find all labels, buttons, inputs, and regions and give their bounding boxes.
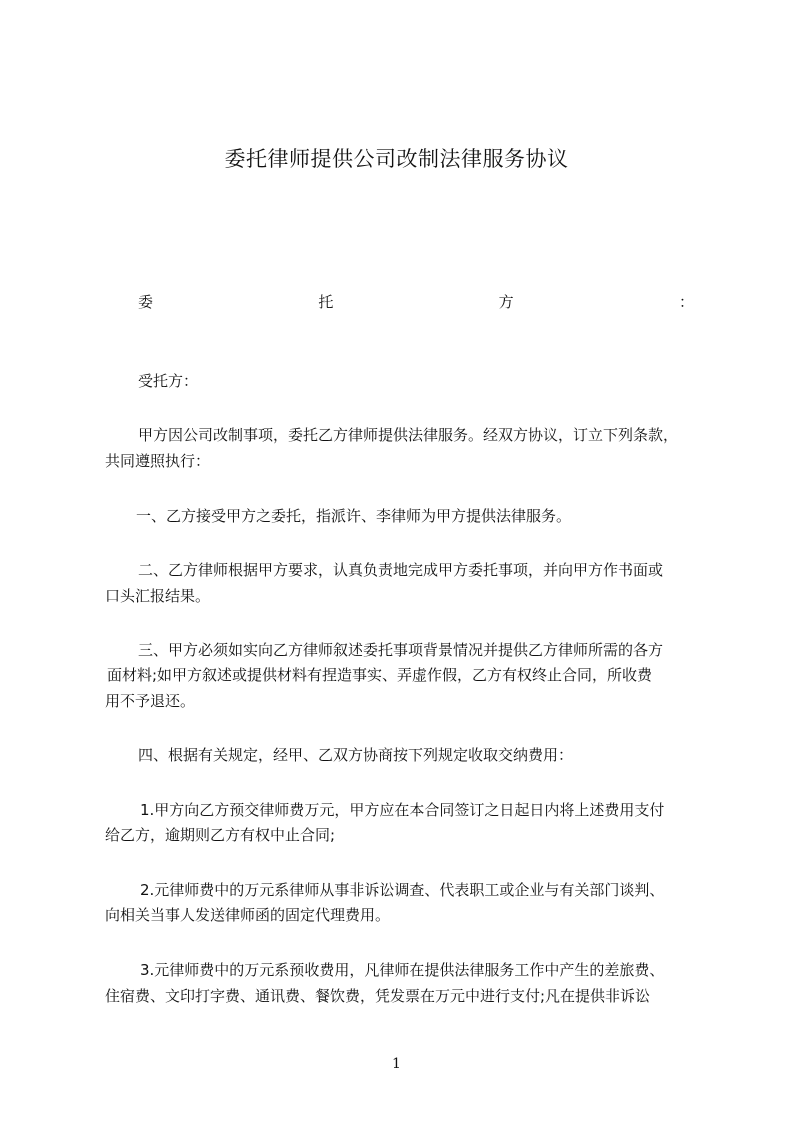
intro-paragraph-line: 共同遵照执行： bbox=[105, 452, 211, 470]
intro-paragraph-line: 甲方因公司改制事项，委托乙方律师提供法律服务。经双方协议，订立下列条款， bbox=[138, 426, 679, 444]
fee-item-1-line: 1.甲方向乙方预交律师费万元，甲方应在本合同签订之日起日内将上述费用支付 bbox=[140, 801, 665, 819]
fee-item-2-line: 2.元律师费中的万元系律师从事非诉讼调查、代表职工或企业与有关部门谈判、 bbox=[140, 881, 665, 899]
clause-2-line: 口头汇报结果。 bbox=[105, 587, 211, 605]
clause-2-line: 二、乙方律师根据甲方要求，认真负责地完成甲方委托事项，并向甲方作书面或 bbox=[138, 561, 664, 579]
page-number: 1 bbox=[392, 1056, 401, 1072]
fee-item-2-line: 向相关当事人发送律师函的固定代理费用。 bbox=[105, 906, 391, 924]
clause-1: 一、乙方接受甲方之委托，指派许、李律师为甲方提供法律服务。 bbox=[136, 507, 572, 525]
trustee-label: 受托方： bbox=[138, 372, 199, 390]
clause-3-line: 三、甲方必须如实向乙方律师叙述委托事项背景情况并提供乙方律师所需的各方 bbox=[138, 641, 664, 659]
clause-4: 四、根据有关规定，经甲、乙双方协商按下列规定收取交纳费用： bbox=[138, 746, 574, 764]
client-label bbox=[138, 291, 694, 312]
client-label-char: ： bbox=[678, 293, 694, 311]
clause-3-line: 用不予退还。 bbox=[105, 692, 196, 710]
document-title: 委托律师提供公司改制法律服务协议 bbox=[224, 147, 569, 171]
fee-item-3-line: 3.元律师费中的万元系预收费用，凡律师在提供法律服务工作中产生的差旅费、 bbox=[140, 961, 665, 979]
client-label-char: 委 bbox=[138, 293, 154, 311]
clause-3-line: 面材料;如甲方叙述或提供材料有捏造事实、弄虚作假，乙方有权终止合同，所收费 bbox=[107, 666, 653, 684]
fee-item-1-line: 给乙方，逾期则乙方有权中止合同; bbox=[105, 826, 336, 844]
fee-item-3-line: 住宿费、文印打字费、通讯费、餐饮费，凭发票在万元中进行支付;凡在提供非诉讼 bbox=[105, 987, 651, 1005]
client-label-char: 方 bbox=[498, 293, 514, 311]
client-label-char: 托 bbox=[318, 293, 334, 311]
